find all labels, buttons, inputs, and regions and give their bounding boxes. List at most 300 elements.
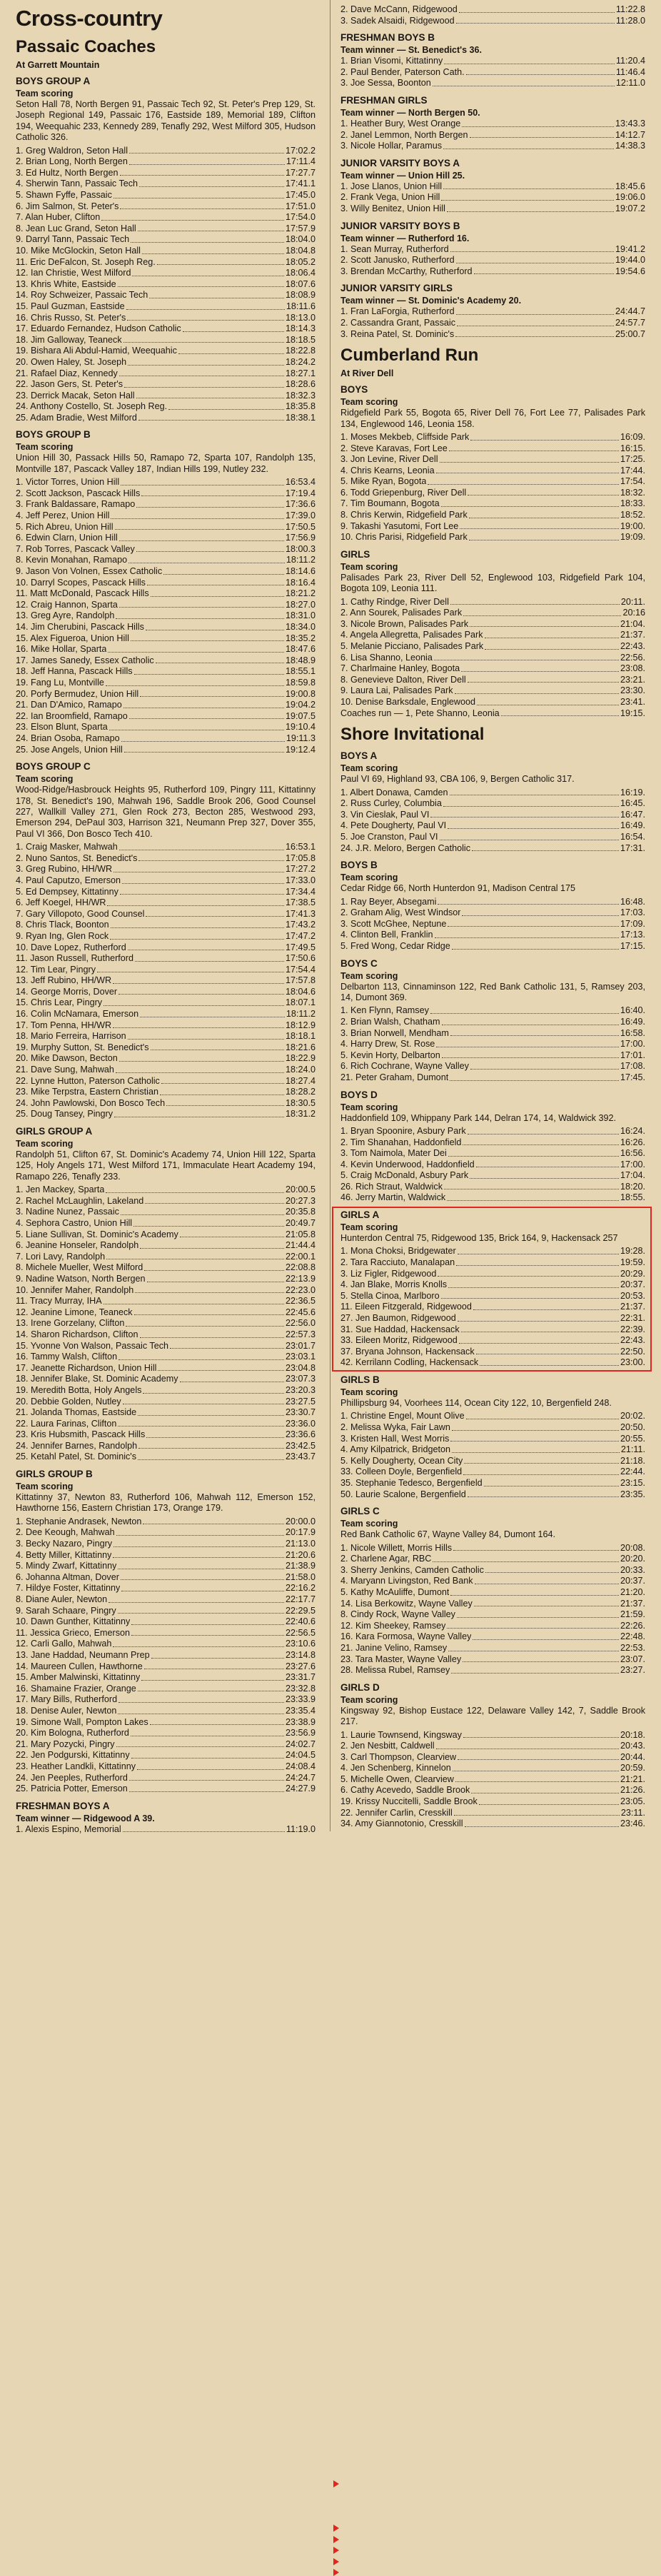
runner-name: 13. Jeff Rubino, HH/WR bbox=[16, 975, 112, 986]
result-row bbox=[340, 1257, 645, 1269]
result-row bbox=[16, 1352, 316, 1363]
finish-time: 21:21. bbox=[620, 1773, 645, 1784]
runner-name: 1. Ken Flynn, Ramsey bbox=[340, 1005, 429, 1016]
result-row bbox=[16, 633, 316, 645]
result-row bbox=[340, 306, 645, 318]
result-row bbox=[340, 1763, 645, 1774]
finish-time: 18:18.1 bbox=[285, 1031, 316, 1042]
runner-name: 2. Ann Sourek, Palisades Park bbox=[340, 608, 463, 618]
result-row bbox=[16, 1706, 316, 1717]
leader-dots bbox=[128, 357, 284, 366]
runner-name: 5. Craig McDonald, Asbury Park bbox=[340, 1170, 469, 1181]
result-row bbox=[16, 257, 316, 268]
leader-dots bbox=[126, 301, 285, 310]
result-row bbox=[16, 223, 316, 235]
result-row bbox=[340, 1137, 645, 1149]
finish-time: 21:44.4 bbox=[285, 1240, 316, 1251]
result-row bbox=[16, 1419, 316, 1430]
result-row bbox=[16, 1098, 316, 1110]
runner-name: 3. Reina Patel, St. Dominic's bbox=[340, 328, 455, 339]
leader-dots bbox=[442, 1050, 619, 1059]
runner-name: 20. Kim Bologna, Rutherford bbox=[16, 1728, 129, 1739]
result-row bbox=[16, 1397, 316, 1408]
leader-dots bbox=[146, 1429, 284, 1438]
leader-dots bbox=[118, 279, 284, 288]
finish-time: 17:31. bbox=[620, 842, 645, 853]
runner-name: 14. Sharon Richardson, Clifton bbox=[16, 1329, 138, 1339]
result-row bbox=[16, 335, 316, 346]
result-row bbox=[16, 178, 316, 190]
finish-time: 17:25. bbox=[620, 454, 645, 465]
leader-dots bbox=[110, 931, 284, 940]
section-heading: BOYS bbox=[340, 384, 368, 396]
runner-name: 24. J.R. Meloro, Bergen Catholic bbox=[340, 842, 470, 853]
leader-dots bbox=[138, 1451, 284, 1460]
leader-dots bbox=[118, 1706, 284, 1714]
finish-time: 19:41.2 bbox=[615, 243, 645, 254]
leader-dots bbox=[129, 146, 284, 154]
section-label: Team winner — St. Benedict's 36. bbox=[340, 45, 482, 56]
section-label: Team scoring bbox=[340, 561, 398, 572]
result-row bbox=[16, 733, 316, 745]
leader-dots bbox=[458, 1246, 619, 1254]
finish-time: 18:21.2 bbox=[285, 588, 316, 599]
runner-name: 10. Dawn Gunther, Kittatinny bbox=[16, 1616, 131, 1627]
runner-name: 16. Tammy Walsh, Clifton bbox=[16, 1352, 118, 1362]
result-row bbox=[340, 653, 645, 664]
result-row bbox=[16, 689, 316, 700]
finish-time: 17:09. bbox=[620, 918, 645, 929]
finish-time: 23:56.9 bbox=[285, 1728, 316, 1739]
leader-dots bbox=[115, 522, 284, 530]
runner-name: 33. Eileen Moritz, Ridgewood bbox=[340, 1335, 458, 1346]
result-row bbox=[16, 610, 316, 622]
leader-dots bbox=[144, 1262, 284, 1271]
runner-name: 3. Brendan McCarthy, Rutherford bbox=[340, 266, 473, 276]
finish-time: 20:33. bbox=[620, 1564, 645, 1575]
runner-name: 6. Johanna Altman, Dover bbox=[16, 1571, 119, 1582]
result-row bbox=[16, 1184, 316, 1196]
leader-dots bbox=[111, 510, 284, 519]
runner-name: 16. Shamaine Frazier, Orange bbox=[16, 1683, 136, 1694]
leader-dots bbox=[123, 1824, 285, 1833]
result-row bbox=[340, 488, 645, 499]
leader-dots bbox=[120, 168, 284, 176]
result-row bbox=[16, 1773, 316, 1784]
runner-name: 25. Ketahl Patel, St. Dominic's bbox=[16, 1451, 137, 1462]
finish-time: 20:11. bbox=[620, 596, 645, 607]
leader-dots bbox=[475, 1576, 619, 1584]
leader-dots bbox=[473, 1631, 619, 1640]
runner-name: 3. Nicole Hollar, Paramus bbox=[340, 141, 443, 151]
finish-time: 18:38.1 bbox=[285, 412, 316, 423]
leader-dots bbox=[455, 329, 614, 338]
result-section bbox=[340, 384, 645, 543]
team-scores: Randolph 51, Clifton 67, St. Dominic's Academy 74, Union Hill 122, Sparta 125, Holy Angels 171, West Milford 171, Immaculate Heart Academy 194, Ramapo 226, Tenafly 233. bbox=[16, 1149, 316, 1182]
finish-time: 17:45. bbox=[620, 1072, 645, 1082]
finish-time: 22:50. bbox=[620, 1346, 645, 1357]
result-section bbox=[340, 1090, 645, 1204]
runner-name: 42. Kerrilann Codling, Hackensack bbox=[340, 1357, 479, 1368]
runner-name: 4. Chris Kearns, Leonia bbox=[340, 465, 435, 476]
result-row bbox=[340, 941, 645, 952]
finish-time: 16:53.1 bbox=[285, 842, 316, 852]
finish-time: 18:04.8 bbox=[285, 245, 316, 256]
leader-dots bbox=[113, 1639, 284, 1647]
runner-name: 15. Paul Guzman, Eastside bbox=[16, 301, 125, 311]
finish-time: 19:00. bbox=[620, 520, 645, 531]
finish-time: 24:08.4 bbox=[285, 1761, 316, 1771]
runner-name: 12. Ian Christie, West Milford bbox=[16, 268, 131, 278]
result-row bbox=[340, 820, 645, 832]
runner-name: 11. Jason Russell, Rutherford bbox=[16, 953, 133, 964]
finish-time: 18:16.4 bbox=[285, 577, 316, 588]
runner-name: 7. Tim Boumann, Bogota bbox=[340, 498, 440, 509]
finish-time: 21:04. bbox=[620, 618, 645, 629]
finish-time: 18:07.1 bbox=[285, 997, 316, 1008]
runner-name: 5. Liane Sullivan, St. Dominic's Academy bbox=[16, 1229, 178, 1239]
finish-time: 17:41.1 bbox=[285, 178, 316, 189]
leader-dots bbox=[131, 1628, 284, 1636]
runner-name: 15. Yvonne Von Walson, Passaic Tech bbox=[16, 1340, 168, 1351]
result-row bbox=[16, 864, 316, 875]
result-row bbox=[340, 1182, 645, 1193]
result-row bbox=[16, 566, 316, 578]
leader-dots bbox=[143, 1516, 284, 1525]
page-title: Cross-country bbox=[16, 6, 163, 31]
finish-time: 18:48.9 bbox=[285, 655, 316, 665]
finish-time: 22:17.7 bbox=[285, 1594, 316, 1605]
leader-dots bbox=[456, 306, 614, 315]
runner-name: 1. Alexis Espino, Memorial bbox=[16, 1823, 121, 1834]
result-section bbox=[340, 1209, 645, 1369]
result-row bbox=[340, 608, 645, 619]
leader-dots bbox=[118, 1561, 284, 1569]
result-row bbox=[340, 697, 645, 708]
finish-time: 11:46.4 bbox=[615, 66, 645, 77]
finish-time: 20:37. bbox=[620, 1576, 645, 1586]
result-row bbox=[340, 1039, 645, 1050]
leader-dots bbox=[123, 335, 284, 343]
leader-dots bbox=[116, 610, 284, 619]
leader-dots bbox=[134, 1307, 284, 1316]
runner-name: 3. Carl Thompson, Clearview bbox=[340, 1751, 457, 1762]
leader-dots bbox=[440, 454, 619, 463]
runner-name: 23. Elson Blunt, Sparta bbox=[16, 722, 108, 733]
result-row bbox=[16, 1527, 316, 1539]
finish-time: 23:20.3 bbox=[285, 1384, 316, 1395]
section-heading: FRESHMAN BOYS A bbox=[16, 1800, 110, 1811]
finish-time: 22:57.3 bbox=[285, 1329, 316, 1339]
section-label: Team scoring bbox=[340, 397, 398, 408]
finish-time: 18:27.1 bbox=[285, 368, 316, 378]
runner-name: 16. Colin McNamara, Emerson bbox=[16, 1009, 139, 1020]
result-row bbox=[16, 1229, 316, 1241]
leader-dots bbox=[151, 1042, 284, 1051]
leader-dots bbox=[468, 488, 619, 496]
finish-time: 21:11. bbox=[620, 1444, 645, 1455]
runner-name: 26. Rich Straut, Waldwick bbox=[340, 1181, 443, 1192]
section-heading: BOYS B bbox=[340, 860, 378, 871]
result-section bbox=[340, 549, 645, 719]
finish-time: 21:26. bbox=[620, 1785, 645, 1796]
finish-time: 17:27.2 bbox=[285, 864, 316, 875]
result-row bbox=[340, 454, 645, 466]
leader-dots bbox=[430, 810, 619, 818]
runner-name: 22. Lynne Hutton, Paterson Catholic bbox=[16, 1075, 160, 1086]
result-row bbox=[16, 666, 316, 678]
finish-time: 17:43.2 bbox=[285, 920, 316, 930]
finish-time: 23:00. bbox=[620, 1357, 645, 1368]
leader-dots bbox=[447, 1192, 619, 1201]
leader-dots bbox=[468, 675, 619, 683]
result-row bbox=[340, 56, 645, 67]
section-label: Team scoring bbox=[340, 763, 398, 774]
leader-dots bbox=[477, 697, 619, 705]
finish-time: 17:08. bbox=[620, 1061, 645, 1072]
result-row bbox=[340, 1808, 645, 1819]
leader-dots bbox=[128, 942, 284, 951]
runner-name: 2. Russ Curley, Columbia bbox=[340, 798, 442, 809]
team-scores: Seton Hall 78, North Bergen 91, Passaic Tech 92, St. Peter's Prep 129, St. Joseph Regional 149, Passaic 176, Eastside 189, Memorial 189, Clifton 194, Weequahic 233, Kennedy 289, Tenafly 292, West Milford 305, Hudson Catholic 326. bbox=[16, 99, 316, 143]
finish-time: 21:59. bbox=[620, 1609, 645, 1620]
finish-time: 17:00. bbox=[620, 1039, 645, 1050]
runner-name: 1. Mona Choksi, Bridgewater bbox=[340, 1246, 456, 1257]
team-scores: Union Hill 30, Passack Hills 50, Ramapo 72, Sparta 107, Randolph 135, Montville 187, Pascack Valley 187, Indian Hills 199, Nutley 232. bbox=[16, 453, 316, 474]
result-section bbox=[16, 761, 316, 1120]
leader-dots bbox=[141, 1672, 284, 1681]
leader-dots bbox=[140, 1329, 284, 1338]
leader-dots bbox=[129, 1773, 284, 1781]
leader-dots bbox=[468, 1489, 619, 1498]
section-label: Team scoring bbox=[340, 1694, 398, 1705]
runner-name: 14. George Morris, Dover bbox=[16, 986, 118, 997]
finish-time: 23:21. bbox=[620, 674, 645, 685]
leader-dots bbox=[104, 1296, 284, 1304]
result-row bbox=[340, 708, 645, 720]
leader-dots bbox=[140, 1009, 285, 1017]
finish-time: 20:59. bbox=[620, 1763, 645, 1773]
runner-name: 10. Jennifer Maher, Randolph bbox=[16, 1284, 134, 1295]
runner-name: 16. Chris Russo, St. Peter's bbox=[16, 312, 126, 323]
leader-dots bbox=[451, 1665, 619, 1674]
finish-time: 20:53. bbox=[620, 1290, 645, 1301]
finish-time: 18:14.6 bbox=[285, 566, 316, 577]
result-row bbox=[16, 401, 316, 413]
runner-name: 24. Anthony Costello, St. Joseph Reg. bbox=[16, 401, 168, 412]
finish-time: 24:57.7 bbox=[615, 317, 645, 328]
result-row bbox=[16, 391, 316, 402]
runner-name: 22. Laura Farinas, Clifton bbox=[16, 1418, 117, 1429]
leader-dots bbox=[470, 1170, 619, 1179]
section-label: Team scoring bbox=[340, 1102, 398, 1112]
finish-time: 18:24.0 bbox=[285, 1065, 316, 1075]
result-row bbox=[340, 1313, 645, 1324]
right-column bbox=[330, 0, 655, 1831]
finish-time: 24:04.5 bbox=[285, 1750, 316, 1761]
leader-dots bbox=[129, 1783, 284, 1792]
leader-dots bbox=[116, 1527, 284, 1536]
result-row bbox=[340, 1005, 645, 1017]
leader-dots bbox=[448, 820, 619, 829]
result-row bbox=[340, 663, 645, 675]
team-scores: Palisades Park 23, River Dell 52, Englewood 103, Ridgefield Park 104, Bogota 109, Leonia 111. bbox=[340, 572, 645, 594]
finish-time: 20:08. bbox=[620, 1542, 645, 1553]
runner-name: 21. Janine Velino, Ramsey bbox=[340, 1642, 448, 1653]
result-row bbox=[16, 477, 316, 488]
runner-name: 15. Alex Figueroa, Union Hill bbox=[16, 633, 129, 643]
result-row bbox=[340, 843, 645, 855]
section-label: Team winner — Union Hill 25. bbox=[340, 170, 465, 181]
result-row bbox=[340, 685, 645, 697]
result-row bbox=[16, 156, 316, 168]
result-section bbox=[340, 860, 645, 952]
finish-time: 19:15. bbox=[620, 708, 645, 718]
runner-name: 10. Mike McGlockin, Seton Hall bbox=[16, 245, 141, 256]
runner-name: 6. Lisa Shanno, Leonia bbox=[340, 652, 433, 663]
leader-dots bbox=[433, 1554, 619, 1562]
finish-time: 24:02.7 bbox=[285, 1739, 316, 1749]
leader-dots bbox=[138, 1441, 284, 1449]
team-scores: Kingsway 92, Bishop Eustace 122, Delaware Valley 142, 7, Saddle Brook 217. bbox=[340, 1705, 645, 1727]
finish-time: 20:44. bbox=[620, 1751, 645, 1762]
leader-dots bbox=[448, 919, 619, 927]
runner-name: 8. Cindy Rock, Wayne Valley bbox=[340, 1609, 455, 1620]
result-row bbox=[16, 1240, 316, 1252]
runner-name: 2. Janel Lemmon, North Bergen bbox=[340, 129, 468, 140]
runner-name: 1. Fran LaForgia, Rutherford bbox=[340, 306, 455, 317]
result-row bbox=[340, 266, 645, 278]
leader-dots bbox=[133, 1218, 284, 1227]
finish-time: 23:01.7 bbox=[285, 1340, 316, 1351]
leader-dots bbox=[97, 965, 284, 973]
finish-time: 24:27.9 bbox=[285, 1783, 316, 1794]
runner-name: 2. Jen Nesbitt, Caldwell bbox=[340, 1741, 435, 1751]
leader-dots bbox=[123, 1397, 284, 1405]
finish-time: 24:24.7 bbox=[285, 1772, 316, 1783]
result-row bbox=[16, 1539, 316, 1550]
runner-name: 35. Stephanie Tedesco, Bergenfield bbox=[340, 1477, 483, 1488]
team-scores: Delbarton 113, Cinnaminson 122, Red Bank Catholic 131, 5, Ramsey 203, 14, Dumont 369. bbox=[340, 981, 645, 1002]
result-row bbox=[340, 619, 645, 630]
result-row bbox=[16, 168, 316, 179]
result-row bbox=[340, 1411, 645, 1422]
runner-name: 8. Genevieve Dalton, River Dell bbox=[340, 674, 466, 685]
result-row bbox=[16, 290, 316, 301]
leader-dots bbox=[484, 1478, 619, 1486]
result-row bbox=[340, 1599, 645, 1610]
result-row bbox=[16, 711, 316, 723]
finish-time: 22:00.1 bbox=[285, 1251, 316, 1262]
result-row bbox=[16, 1363, 316, 1374]
finish-time: 21:20. bbox=[620, 1586, 645, 1597]
result-row bbox=[340, 1554, 645, 1565]
result-row bbox=[340, 4, 645, 16]
leader-dots bbox=[501, 708, 619, 717]
finish-time: 18:35.8 bbox=[285, 401, 316, 412]
result-row bbox=[16, 190, 316, 201]
runner-name: 1. Moses Mekbeb, Cliffside Park bbox=[340, 431, 470, 442]
runner-name: 2. Nuno Santos, St. Benedict's bbox=[16, 852, 138, 863]
leader-dots bbox=[479, 1796, 619, 1805]
finish-time: 17:49.5 bbox=[285, 942, 316, 952]
runner-name: 9. Sarah Schaare, Pingry bbox=[16, 1605, 116, 1616]
result-row bbox=[340, 1466, 645, 1478]
result-row bbox=[340, 1434, 645, 1445]
result-section bbox=[340, 958, 645, 1084]
result-row bbox=[16, 931, 316, 942]
result-section bbox=[16, 429, 316, 755]
result-row bbox=[16, 522, 316, 533]
result-row bbox=[340, 1072, 645, 1084]
finish-time: 22:56. bbox=[620, 652, 645, 663]
leader-dots bbox=[447, 203, 614, 212]
result-row bbox=[16, 722, 316, 733]
leader-dots bbox=[444, 56, 615, 64]
result-row bbox=[16, 323, 316, 335]
finish-time: 17:34.4 bbox=[285, 886, 316, 897]
finish-time: 16:49. bbox=[620, 1016, 645, 1027]
leader-dots bbox=[161, 1076, 284, 1085]
runner-name: 17. Jeanette Richardson, Union Hill bbox=[16, 1362, 157, 1373]
result-row bbox=[340, 810, 645, 821]
leader-dots bbox=[121, 733, 285, 742]
runner-name: 2. Paul Bender, Paterson Cath. bbox=[340, 66, 465, 77]
leader-dots bbox=[444, 1182, 619, 1190]
finish-time: 20:16 bbox=[622, 608, 645, 618]
leader-dots bbox=[469, 510, 619, 518]
result-row bbox=[16, 1717, 316, 1729]
finish-time: 18:52. bbox=[620, 510, 645, 520]
runner-name: 4. Sephora Castro, Union Hill bbox=[16, 1218, 133, 1228]
leader-dots bbox=[121, 1207, 284, 1215]
leader-dots bbox=[470, 130, 614, 139]
finish-time: 19:06.0 bbox=[615, 192, 645, 203]
team-scores: Hunterdon Central 75, Ridgewood 135, Brick 164, 9, Hackensack 257 bbox=[340, 1233, 618, 1244]
runner-name: 24. Jennifer Barnes, Randolph bbox=[16, 1440, 138, 1451]
leader-dots bbox=[113, 1020, 284, 1029]
finish-time: 16:47. bbox=[620, 809, 645, 820]
runner-name: 2. Scott Janusko, Rutherford bbox=[340, 255, 455, 266]
leader-dots bbox=[145, 1196, 284, 1204]
finish-time: 17:19.4 bbox=[285, 488, 316, 498]
leader-dots bbox=[463, 1137, 619, 1146]
section-label: Team scoring bbox=[16, 89, 74, 99]
result-section bbox=[340, 1506, 645, 1676]
runner-name: 14. Jim Cherubini, Pascack Hills bbox=[16, 622, 144, 632]
leader-dots bbox=[138, 223, 284, 232]
finish-time: 18:47.6 bbox=[285, 644, 316, 655]
leader-dots bbox=[146, 622, 284, 630]
leader-dots bbox=[116, 1739, 284, 1748]
runner-name: 4. Betty Miller, Kittatinny bbox=[16, 1549, 112, 1560]
runner-name: 23. Tara Master, Wayne Valley bbox=[340, 1654, 462, 1664]
runner-name: 14. Roy Schweizer, Passaic Tech bbox=[16, 290, 148, 301]
leader-dots bbox=[131, 1616, 284, 1625]
runner-name: 12. Carli Gallo, Mahwah bbox=[16, 1639, 112, 1649]
finish-time: 23:08. bbox=[620, 663, 645, 674]
leader-dots bbox=[441, 1291, 619, 1299]
finish-time: 23:41. bbox=[620, 697, 645, 707]
leader-dots bbox=[466, 67, 615, 76]
runner-name: 1. Heather Bury, West Orange bbox=[340, 118, 461, 129]
result-section bbox=[340, 1374, 645, 1500]
result-row bbox=[340, 1291, 645, 1302]
finish-time: 23:36.0 bbox=[285, 1418, 316, 1429]
runner-name: 22. Jennifer Carlin, Cresskill bbox=[340, 1807, 453, 1818]
runner-name: 16. Kara Formosa, Wayne Valley bbox=[340, 1631, 472, 1642]
runner-name: 22. Jason Gers, St. Peter's bbox=[16, 379, 123, 390]
